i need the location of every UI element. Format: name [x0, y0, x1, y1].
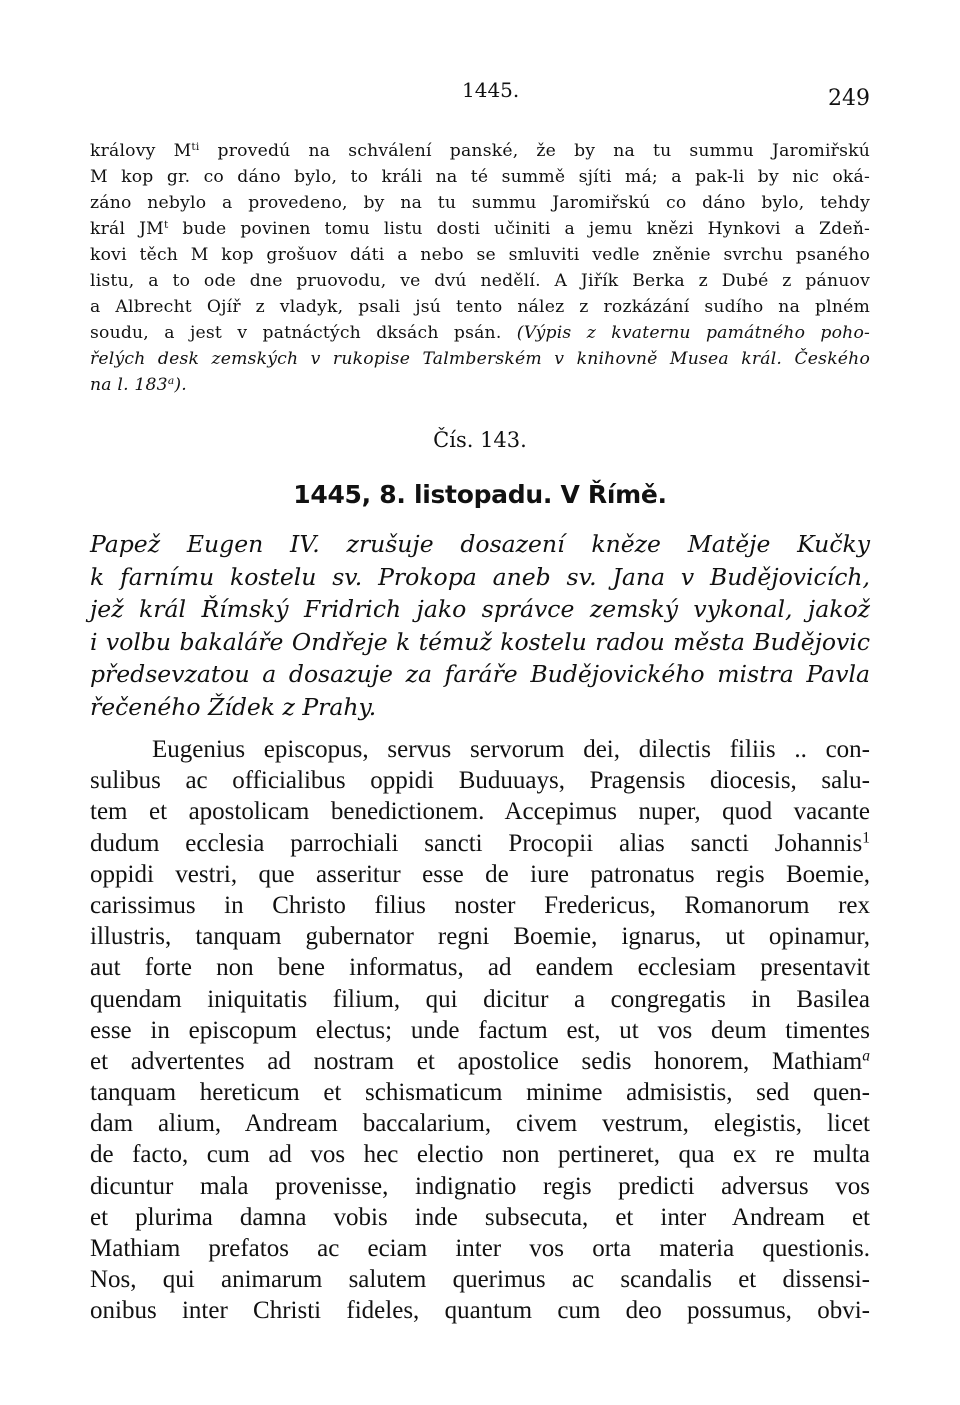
- text-line: de facto, cum ad vos hec electio non pertineret, qua ex re multa: [90, 1141, 870, 1169]
- text-line: Eugenius episcopus, servus servorum dei, dilectis filiis .. con-: [152, 736, 870, 763]
- previous-document-text: [90, 138, 870, 398]
- text-line: dudum ecclesia parrochiali sancti Procopii alias sancti Johannis$^1$: [90, 829, 870, 857]
- footnote-mark: a: [862, 1047, 870, 1065]
- source-note-line: na l. 183$^a$).: [90, 374, 187, 395]
- source-note: (Výpis z kvaternu památného poho-: [501, 323, 870, 343]
- superscript: ti: [191, 140, 200, 154]
- regest-line: i volbu bakaláře Ondřeje k témuž kostelu radou města Budějovic: [90, 627, 870, 656]
- footnote-mark: 1: [862, 829, 870, 847]
- page-number: 249: [828, 86, 870, 111]
- text-line: aut forte non bene informatus, ad eandem ecclesiam presentavit: [90, 954, 870, 982]
- latin-document-text: [90, 734, 870, 1327]
- source-note-line: řelých desk zemských v rukopise Talmberském v knihovně Musea král. Českého: [90, 349, 870, 369]
- regest-line: k farnímu kostelu sv. Prokopa aneb sv. Jana v Budějovicích,: [90, 562, 870, 591]
- text-line: Mathiam prefatos ac eciam inter vos orta materia questionis.: [90, 1235, 870, 1262]
- text-line: dam alium, Andream baccalarium, civem vestrum, elegistis, licet: [90, 1110, 870, 1138]
- text-line: soudu, a jest v patnáctých dksách psán. (Výpis z kvaternu památného poho-: [90, 323, 870, 343]
- text-line: a Albrecht Ojíř z vladyk, psali jsú tento nález z rozkázání sudího na plném: [90, 297, 870, 317]
- running-head: [90, 78, 870, 111]
- text-line: sulibus ac officialibus oppidi Buduuays, Pragensis diocesis, salu-: [90, 767, 870, 795]
- regest-line: Papež Eugen IV. zrušuje dosazení kněze Matěje Kučky: [90, 530, 870, 558]
- text-line: esse in episcopum electus; unde factum est, ut vos deum timentes: [90, 1016, 870, 1044]
- text-line: dicuntur mala provenisse, indignatio regis predicti adversus vos: [90, 1172, 870, 1200]
- document-date-place: 1445, 8. listopadu. V Římě.: [293, 480, 667, 509]
- text-line: tem et apostolicam benedictionem. Accepimus nuper, quod vacante: [90, 798, 870, 826]
- text-line: oppidi vestri, que asseritur esse de iure patronatus regis Boemie,: [90, 860, 870, 888]
- regest-line: jež král Římský Fridrich jako správce zemský vykonal, jakož: [90, 595, 870, 623]
- superscript: a: [167, 374, 175, 388]
- document-number: Čís. 143.: [433, 428, 527, 452]
- text-line: et plurima damna vobis inde subsecuta, et inter Andream et: [90, 1203, 870, 1231]
- text-line: carissimus in Christo filius noster Fredericus, Romanorum rex: [90, 891, 870, 919]
- running-head-year: 1445.: [462, 78, 520, 102]
- text-line: quendam iniquitatis filium, qui dicitur a congregatis in Basilea: [90, 985, 870, 1013]
- text-line: král $JM^t$ bude povinen tomu listu dosti učiniti a jemu knězi Hynkovi a Zdeň-: [90, 218, 870, 239]
- regest-line: řečeného Žídek z Prahy.: [90, 692, 377, 721]
- regest-summary: [90, 528, 870, 723]
- text-line: záno nebylo a provedeno, by na tu summu Jaromiřskú co dáno bylo, tehdy: [90, 193, 870, 213]
- text-line: královy $M^{ti}$ provedú na schválení panské, že by na tu summu Jaromiřskú: [90, 140, 870, 161]
- text-line: Nos, qui animarum salutem querimus ac scandalis et dissensi-: [90, 1266, 870, 1294]
- text-line: listu, a to ode dne pruovodu, ve dvú nedělí. A Jiřík Berka z Dubé z pánuov: [90, 271, 870, 291]
- text-line: et advertentes ad nostram et apostolice sedis honorem, Mathiam$^a$: [90, 1047, 870, 1075]
- superscript: t: [163, 218, 169, 232]
- regest-line: předsevzatou a dosazuje za faráře Budějovického mistra Pavla: [90, 660, 870, 688]
- text-line: onibus inter Christi fideles, quantum cum deo possumus, obvi-: [90, 1297, 870, 1325]
- text-line: M kop gr. co dáno bylo, to králi na té summě sjíti má; a pak-li by nic oká-: [90, 167, 870, 187]
- text-line: tanquam hereticum et schismaticum minime admisistis, sed quen-: [90, 1079, 870, 1107]
- text-line: kovi těch M kop grošuov dáti a nebo se smluviti vedle zněnie svrchu psaného: [90, 245, 870, 265]
- text-line: illustris, tanquam gubernator regni Boemie, ignarus, ut opinamur,: [90, 923, 870, 951]
